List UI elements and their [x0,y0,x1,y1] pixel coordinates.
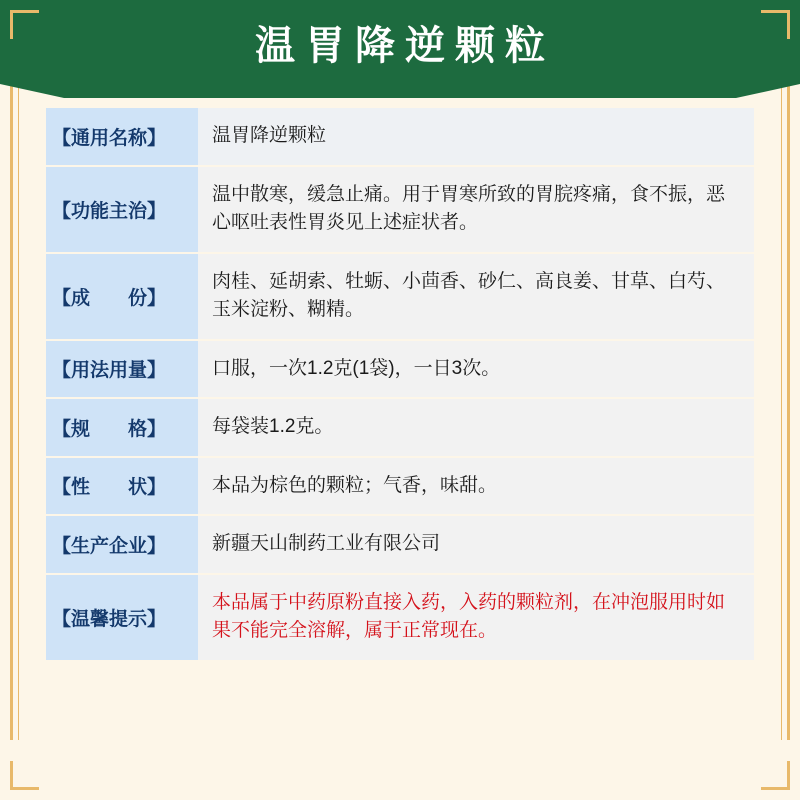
table-row [46,108,754,167]
page-title: 温胃降逆颗粒 [255,22,555,68]
row-label-specification: 【规 格】 [46,399,198,456]
row-value-manufacturer: 新疆天山制药工业有限公司 [198,516,754,573]
table-row [46,254,754,341]
row-value-ingredients: 肉桂、延胡索、牡蛎、小茴香、砂仁、高良姜、甘草、白芍、玉米淀粉、糊精。 [198,254,754,339]
row-label-generic-name: 【通用名称】 [46,108,198,165]
table-row [46,458,754,517]
table-row [46,341,754,400]
row-label-notice: 【温馨提示】 [46,575,198,660]
corner-ornament-bottom-right [761,761,790,790]
row-value-dosage: 口服，一次1.2克(1袋)，一日3次。 [198,341,754,398]
corner-ornament-top-left [10,10,39,39]
table-row [46,399,754,458]
row-value-indications: 温中散寒，缓急止痛。用于胃寒所致的胃脘疼痛，食不振，恶心呕吐表性胃炎见上述症状者。 [198,167,754,252]
row-value-appearance: 本品为棕色的颗粒；气香，味甜。 [198,458,754,515]
row-value-generic-name: 温胃降逆颗粒 [198,108,754,165]
row-label-ingredients: 【成 份】 [46,254,198,339]
info-table [46,108,754,660]
row-label-appearance: 【性 状】 [46,458,198,515]
corner-ornament-top-right [761,10,790,39]
table-row [46,516,754,575]
row-label-indications: 【功能主治】 [46,167,198,252]
title-banner [0,0,800,84]
table-row [46,575,754,660]
corner-ornament-bottom-left [10,761,39,790]
row-value-notice: 本品属于中药原粉直接入药，入药的颗粒剂，在冲泡服用时如果不能完全溶解，属于正常现在。 [198,575,754,660]
row-label-dosage: 【用法用量】 [46,341,198,398]
bottom-background-fill [0,740,800,800]
row-value-specification: 每袋装1.2克。 [198,399,754,456]
row-label-manufacturer: 【生产企业】 [46,516,198,573]
table-row [46,167,754,254]
